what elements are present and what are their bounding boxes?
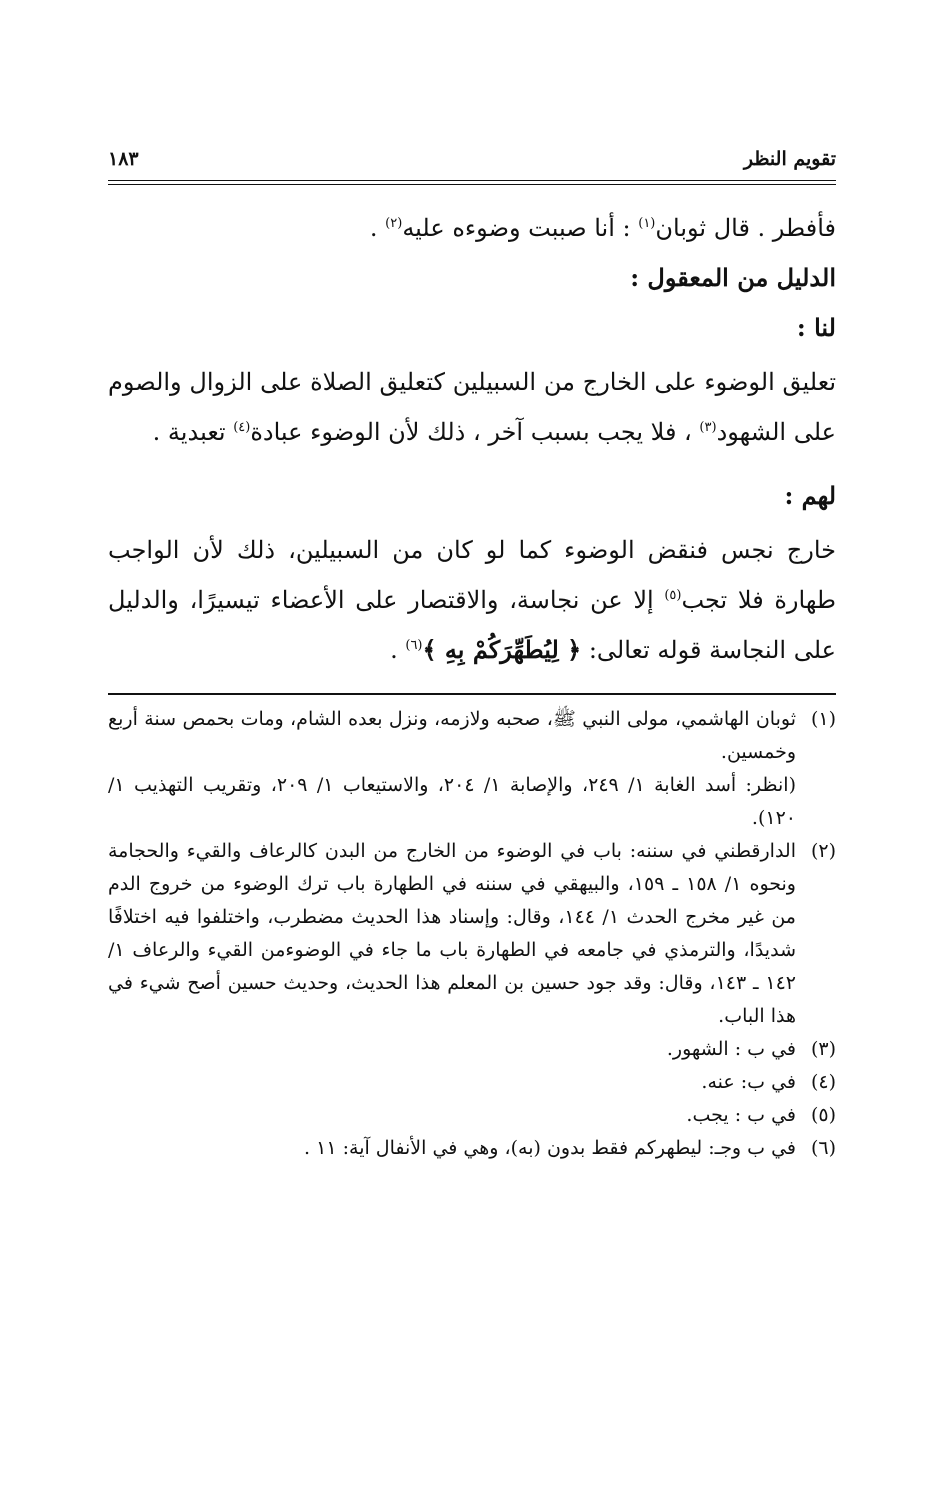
footnote-number: (٥) (810, 1104, 836, 1126)
footnote-number: (٢) (810, 840, 836, 862)
header-rule-bottom (108, 184, 836, 185)
header-rule-top (108, 180, 836, 181)
footnote-body (108, 1033, 796, 1066)
heading-lana: لنا : (796, 313, 836, 342)
footnote-ref-1: (١) (638, 216, 656, 231)
paragraph-lahum: خارج نجس فنقض الوضوء كما لو كان من السبيلين، ذلك لأن الواجب طهارة فلا تجب$^{(٥)}$ إلا عن نجاسة، والاقتصار على الأعضاء تيسيرًا، والدليل على النجاسة قوله تعالى: ﴿ لِيُطَهِّرَكُمْ بِهِ ﴾$^{(٦)}$ . (108, 536, 836, 664)
heading-evidence: الدليل من المعقول : (630, 263, 836, 292)
footnote-ref-5: (٥) (664, 588, 682, 603)
footnote-line: (انظر: أسد الغابة ١/ ٢٤٩، والإصابة ١/ ٢٠٤، والاستيعاب ١/ ٢٠٩، وتقريب التهذيب ١/ ١٢٠). (108, 774, 796, 829)
footnote-line: الدارقطني في سننه: باب في الوضوء من الخارج من البدن كالرعاف والقيء والحجامة ونحوه ١/ ١٥٨ ـ ١٥٩، والبيهقي في سننه في الطهارة باب ترك الوضوء من خروج الدم من غير مخرج الحدث ١/ ١٤٤، وقال: وإسناد هذا الحديث مضطرب، واختلفوا فيه اختلافًا شديدًا، والترمذي في جامعه في الطهارة باب ما جاء في الوضوءمن القيء والرعاف ١/ ١٤٢ ـ ١٤٣، وقال: وقد جود حسين بن المعلم هذا الحديث، وحديث حسين أصح شيء في هذا الباب. (108, 840, 796, 1027)
footnote-ref-2: (٢) (385, 216, 403, 231)
footnote-1 (108, 703, 836, 835)
footnote-body (108, 1132, 796, 1165)
footnote-5 (108, 1099, 836, 1132)
footnotes (108, 703, 836, 1165)
footnote-rule (108, 693, 836, 695)
footnote-body (108, 835, 796, 1033)
running-title: تقويم النظر (743, 148, 836, 170)
running-header (108, 140, 836, 170)
footnote-2 (108, 835, 836, 1033)
page-number: ١٨٣ (108, 148, 139, 170)
page (108, 140, 836, 1165)
footnote-4 (108, 1066, 836, 1099)
footnote-ref-3: (٣) (699, 420, 717, 435)
footnote-body (108, 703, 796, 835)
main-text (108, 203, 836, 675)
footnote-number: (٦) (810, 1137, 836, 1159)
footnote-number: (٤) (810, 1071, 836, 1093)
footnote-body (108, 1099, 796, 1132)
footnote-line: في ب: عنه. (701, 1071, 796, 1093)
footnote-3 (108, 1033, 836, 1066)
footnote-ref-4: (٤) (233, 420, 251, 435)
footnote-6 (108, 1132, 836, 1165)
footnote-line: ثوبان الهاشمي، مولى النبي ﷺ، صحبه ولازمه، ونزل بعده الشام، ومات بحمص سنة أربع وخمسين. (108, 708, 796, 763)
footnote-ref-6: (٦) (405, 638, 423, 653)
footnote-line: في ب : يجب. (686, 1104, 796, 1126)
footnote-number: (٣) (810, 1038, 836, 1060)
footnote-number: (١) (810, 708, 836, 730)
footnote-body (108, 1066, 796, 1099)
quran-verse: ﴿ لِيُطَهِّرَكُمْ بِهِ ﴾ (422, 635, 582, 664)
paragraph-lana: تعليق الوضوء على الخارج من السبيلين كتعليق الصلاة على الزوال والصوم على الشهود$^{(٣)}$ ، فلا يجب بسبب آخر ، ذلك لأن الوضوء عبادة$^{(٤)}$ تعبدية . (108, 368, 836, 446)
footnote-line: في ب : الشهور. (666, 1038, 796, 1060)
opening-line: فأفطر . قال ثوبان$^{(١)}$ : أنا صببت وضوءه عليه$^{(٢)}$ . (369, 214, 836, 242)
footnote-line: في ب وجـ: ليطهركم فقط بدون (به)، وهي في الأنفال آية: ١١ . (304, 1137, 796, 1159)
heading-lahum: لهم : (784, 481, 836, 510)
